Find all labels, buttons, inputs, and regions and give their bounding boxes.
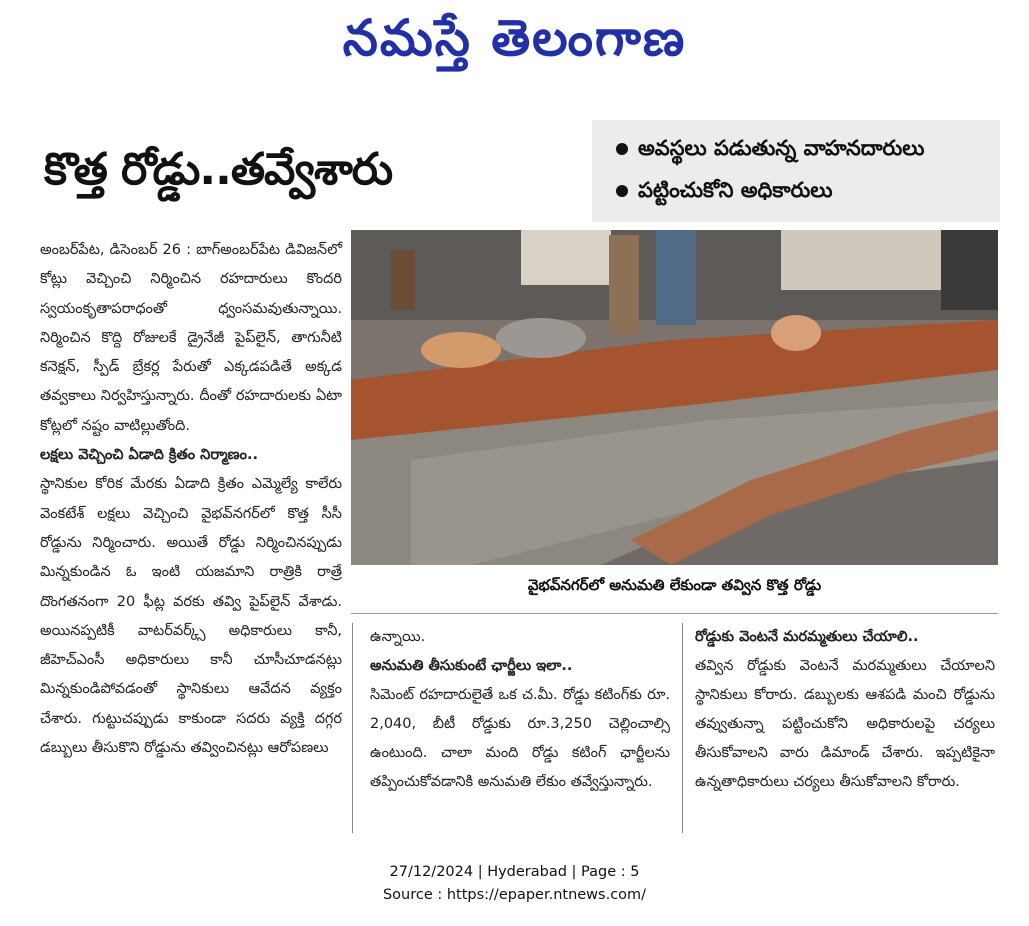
road-excavation-photo bbox=[351, 230, 998, 565]
bullet-dot-icon bbox=[616, 185, 628, 197]
highlight-bullet bbox=[616, 178, 832, 208]
photo-caption: వైభవ్‌నగర్‌లో అనుమతి లేకుండా తవ్విన కొత్త రోడ్డు bbox=[527, 576, 822, 594]
highlight-bullet bbox=[616, 136, 924, 166]
masthead-logo: నమస్తే తెలంగాణ bbox=[342, 8, 687, 67]
column-3 bbox=[695, 623, 995, 797]
news-clipping bbox=[40, 118, 1015, 853]
subheading: రోడ్డుకు వెంటనే మరమ్మతులు చేయాలి.. bbox=[695, 629, 919, 645]
highlight-text: పట్టించుకోని అధికారులు bbox=[638, 178, 833, 202]
news-photo bbox=[351, 230, 998, 565]
body-paragraph: స్థానికుల కోరిక మేరకు ఏడాది క్రితం ఎమ్మెల్యే కాలేరు వెంకటేశ్ లక్షలు వెచ్చించి వైభవ్‌నగర్‌లో కొత్త సీసీ రోడ్డును నిర్మించారు. అయితే రోడ్డు నిర్మించినప్పుడు మిన్నకుండిన ఓ ఇంటి యజమాని రాత్రికి రాత్రే దొంగతనంగా 20 ఫీట్ల వరకు తవ్వి పైప్‌లైన్ వేశాడు. అయినప్పటికీ వాటర్‌వర్క్స్ అధికారులు కానీ, జీహెచ్‌ఎంసీ అధికారులు కానీ చూసీచూడనట్లు మిన్నకుండిపోవడంతో స్థానికులు ఆవేదన వ్యక్తం చేశారు. గుట్టుచప్పుడు కాకుండా సదరు వ్యక్తి దగ్గర డబ్బులు తీసుకొని రోడ్డును తవ్వించినట్లు ఆరోపణలు bbox=[40, 476, 342, 757]
column-divider bbox=[682, 623, 683, 833]
subheading: లక్షలు వెచ్చించి ఏడాది క్రితం నిర్మాణం.. bbox=[40, 447, 258, 464]
column-2 bbox=[370, 623, 670, 797]
body-paragraph: ఉన్నాయి. bbox=[370, 629, 426, 645]
divider bbox=[351, 613, 998, 614]
footer-source: Source : https://epaper.ntnews.com/ bbox=[382, 887, 647, 903]
footer-date-edition: 27/12/2024 | Hyderabad | Page : 5 bbox=[389, 864, 640, 880]
subheading: అనుమతి తీసుకుంటే ఛార్జీలు ఇలా.. bbox=[370, 658, 573, 674]
body-paragraph: అంబర్‌పేట, డిసెంబర్ 26 : బాగ్‌అంబర్‌పేట డివిజన్‌లో కోట్లు వెచ్చించి నిర్మించిన రహదారులు కొందరి స్వయంకృతాపరాధంతో ధ్వంసమవుతున్నాయి. నిర్మించిన కొద్ది రోజులకే డ్రైనేజీ పైప్‌లైన్, తాగునీటి కనెక్షన్, స్పీడ్ బ్రేకర్ల పేరుతో ఎక్కడపడితే అక్కడ తవ్వకాలు నిర్వహిస్తున్నారు. దీంతో రహదారులకు ఏటా కోట్లలో నష్టం వాటిల్లుతోంది. bbox=[40, 242, 342, 434]
bullet-dot-icon bbox=[616, 143, 628, 155]
highlight-box bbox=[592, 120, 1000, 222]
headline: కొత్త రోడ్డు..తవ్వేశారు bbox=[44, 144, 393, 195]
column-1 bbox=[40, 236, 342, 763]
body-paragraph: తవ్విన రోడ్డుకు వెంటనే మరమ్మతులు చేయాలని స్థానికులు కోరారు. డబ్బులకు ఆశపడి మంచి రోడ్డును తవ్వుతున్నా పట్టించుకోని అధికారులపై చర్యలు తీసుకోవాలని వారు డిమాండ్ చేశారు. ఇప్పటికైనా ఉన్నతాధికారులు చర్యలు తీసుకోవాలని కోరారు. bbox=[695, 658, 995, 790]
column-divider bbox=[352, 623, 353, 833]
body-paragraph: సిమెంట్ రహదారులైతే ఒక చ.మీ. రోడ్డు కటింగ్‌కు రూ. 2,040, బీటీ రోడ్డుకు రూ.3,250 చెల్లించాల్సి ఉంటుంది. చాలా మంది రోడ్డు కటింగ్ ఛార్జీలను తప్పించుకోవడానికి అనుమతి లేకుం తవ్వేస్తున్నారు. bbox=[370, 687, 670, 790]
highlight-text: అవస్థలు పడుతున్న వాహనదారులు bbox=[638, 136, 925, 160]
